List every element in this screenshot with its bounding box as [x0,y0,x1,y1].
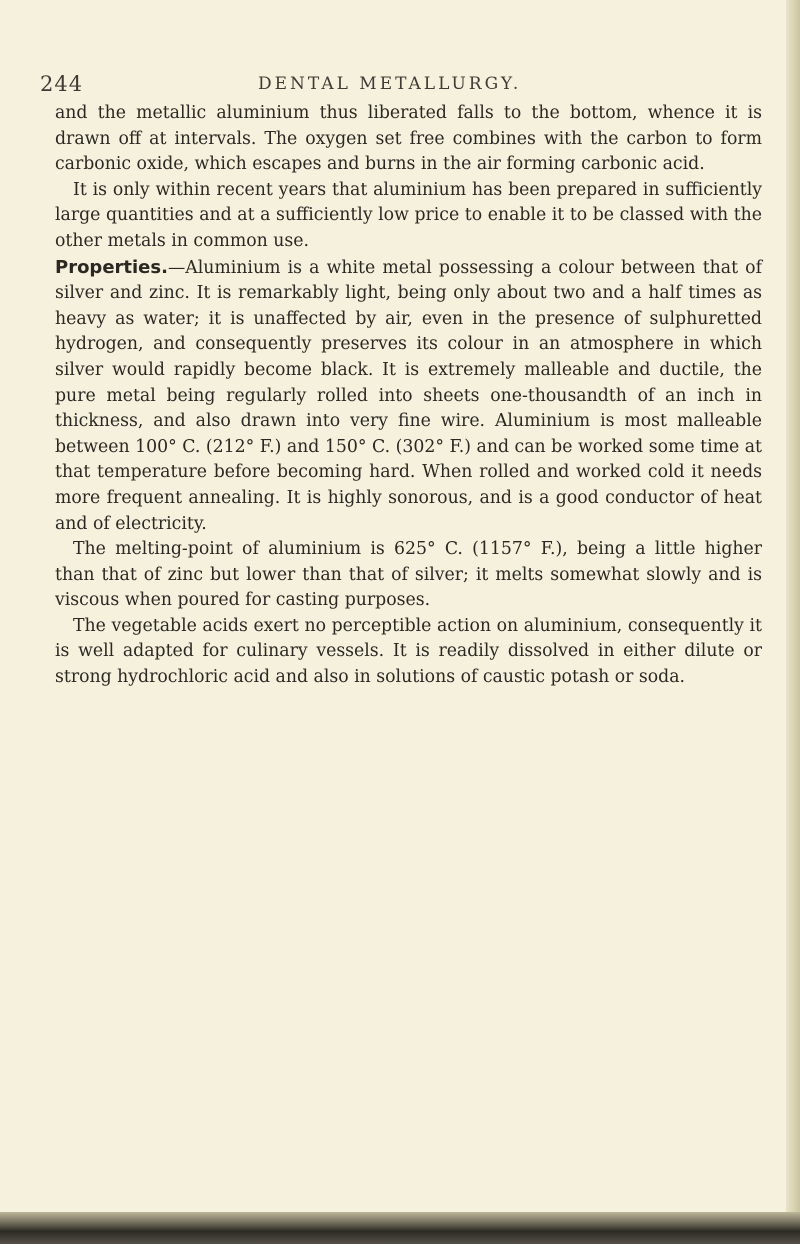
bottom-scan-border [0,1212,800,1244]
body-text [55,101,762,691]
paragraph-recent-production: It is only within recent years that aluminium has been prepared in sufficiently large quantities and at a sufficiently low price to enable it to be classed with the other metals in common use. [55,179,762,251]
paragraph-melting-point: The melting-point of aluminium is 625° C. (1157° F.), being a little higher than that of zinc but lower than that of silver; it melts somewhat slowly and is viscous when poured for casting purposes. [55,539,762,611]
section-heading-properties: Properties. [55,256,168,278]
paragraph-continuation: and the metallic aluminium thus liberated falls to the bottom, whence it is drawn off at intervals. The oxygen set free combines with the carbon to form carbonic oxide, which escapes and burns in the air forming carbonic acid. [55,103,762,175]
paragraph-properties [55,255,762,538]
page-edge-shadow [786,0,800,1244]
running-title: DENTAL METALLURGY. [258,74,522,94]
page-header [40,72,770,100]
properties-text: —Aluminium is a white metal possessing a colour between that of silver and zinc. It is remarkably light, being only about two and a half times as heavy as water; it is unaffected by air, even in the presence of sulphuretted hydrogen, and consequently preserves its colour in an atmosphere in which silver would rapidly become black. It is extremely malleable and ductile, the pure metal being regularly rolled into sheets one-thousandth of an inch in thickness, and also drawn into very fine wire. Aluminium is most malleable between 100° C. (212° F.) and 150° C. (302° F.) and can be worked some time at that temperature before becoming hard. When rolled and worked cold it needs more frequent annealing. It is highly sonorous, and is a good conductor of heat and of electricity. [55,257,762,534]
paragraph-vegetable-acids: The vegetable acids exert no perceptible action on aluminium, consequently it is well adapted for culinary vessels. It is readily dissolved in either dilute or strong hydrochloric acid and also in solutions of caustic potash or soda. [55,615,762,688]
page-number: 244 [40,72,84,96]
